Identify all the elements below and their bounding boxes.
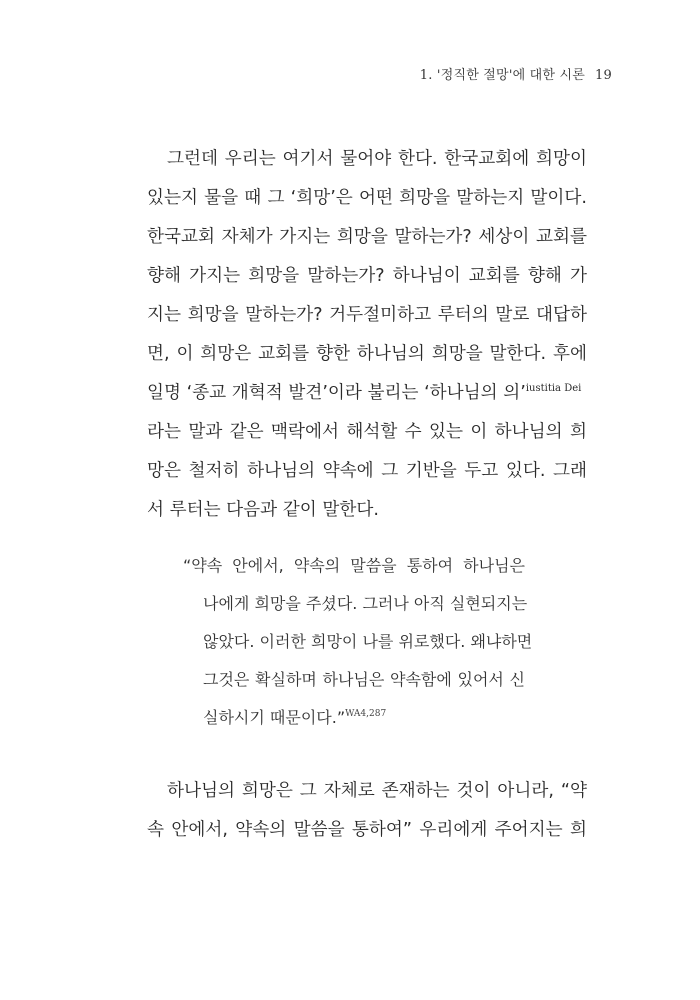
text-line: 한국교회 자체가 가지는 희망을 말하는가? 세상이 교회를 — [147, 227, 587, 247]
text-line-with-gloss — [147, 374, 587, 413]
text-line: 하나님의 희망은 그 자체로 존재하는 것이 아니라, “약 — [167, 781, 587, 801]
paragraph-1 — [147, 140, 587, 530]
text-line: 서 루터는 다음과 같이 말한다. — [147, 500, 379, 520]
text-line: 라는 말과 같은 맥락에서 해석할 수 있는 이 하나님의 희 — [147, 422, 587, 442]
text-line: 일명 ‘종교 개혁적 발견’이라 불리는 ‘하나님의 의’ — [147, 383, 526, 403]
quote-line: 실하시기 때문이다.” — [203, 708, 346, 727]
paragraph-2 — [147, 772, 587, 850]
quote-line: 나에게 희망을 주셨다. 그러나 아직 실현되지는 — [203, 594, 528, 613]
text-line: 속 안에서, 약속의 말씀을 통하여” 우리에게 주어지는 희 — [147, 820, 587, 840]
text-line: 망은 철저히 하나님의 약속에 그 기반을 두고 있다. 그래 — [147, 461, 587, 481]
running-header — [420, 64, 612, 83]
running-title: 1. '정직한 절망'에 대한 시론 — [419, 68, 586, 83]
quote-line: 않았다. 이러한 희망이 나를 위로했다. 왜냐하면 — [203, 632, 533, 651]
page-number: 19 — [595, 68, 612, 83]
latin-gloss: iustitia Dei — [525, 383, 582, 394]
citation-reference: WA4,287 — [345, 709, 387, 719]
text-line: 면, 이 희망은 교회를 향한 하나님의 희망을 말한다. 후에 — [147, 344, 587, 364]
quote-line: 그것은 확실하며 하나님은 약속함에 있어서 신 — [203, 670, 525, 689]
quote-line-with-citation — [183, 699, 525, 737]
quote-line: “약속 안에서, 약속의 말씀을 통하여 하나님은 — [183, 556, 525, 575]
text-line: 그런데 우리는 여기서 물어야 한다. 한국교회에 희망이 — [167, 149, 587, 169]
text-line: 향해 가지는 희망을 말하는가? 하나님이 교회를 향해 가 — [147, 266, 587, 286]
text-line: 있는지 물을 때 그 ‘희망’은 어떤 희망을 말하는지 말이다. — [147, 188, 587, 208]
block-quote — [183, 547, 533, 737]
text-line: 지는 희망을 말하는가? 거두절미하고 루터의 말로 대답하 — [147, 305, 587, 325]
